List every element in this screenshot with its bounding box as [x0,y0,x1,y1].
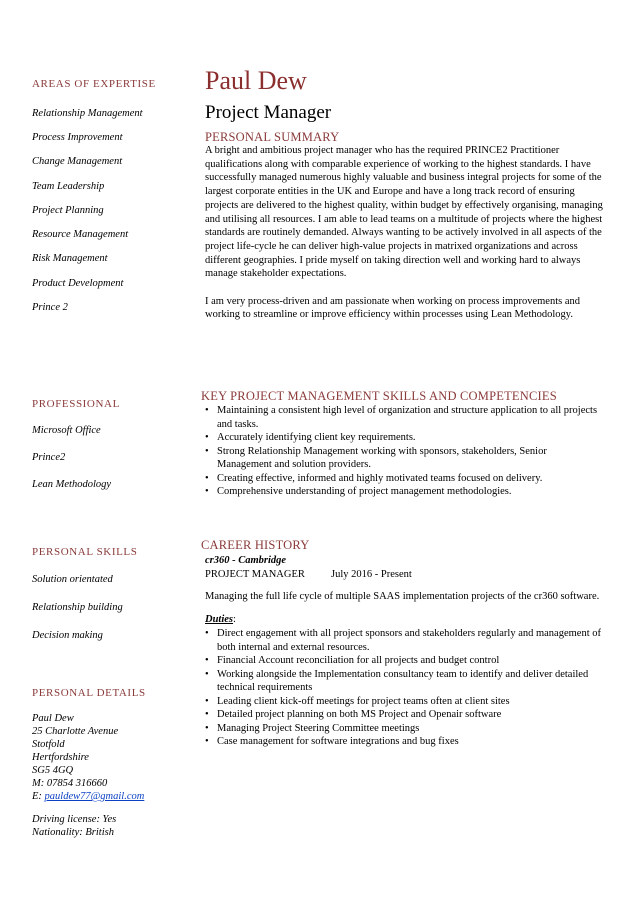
expertise-item: Team Leadership [32,181,105,192]
expertise-item: Resource Management [32,229,129,240]
personal-skills-heading: PERSONAL SKILLS [32,546,138,558]
role-row [205,568,603,582]
expertise-item: Risk Management [32,253,108,264]
summary-paragraph: I am very process-driven and am passionate when working on process improvements and working to streamline or improve efficiency within processes using Lean Methodology. [205,295,580,321]
duties-label-row [205,613,603,627]
duty-item: • Leading client kick-off meetings for project teams often at client sites [205,695,603,709]
details-name: Paul Dew [32,713,74,724]
professional-item: Prince2 [32,452,66,463]
professional-heading: PROFESSIONAL [32,398,120,410]
job-description: Managing the full life cycle of multiple SAAS implementation projects of the cr360 software. [205,590,600,602]
duty-item: • Case management for software integrations and bug fixes [205,735,603,749]
duty-item: • Working alongside the Implementation consultancy team to identify and deliver detailed technical requirements [205,668,603,695]
details-email-row [32,790,144,803]
details-driving-license: Driving license: Yes [32,814,117,825]
areas-of-expertise-heading: AREAS OF EXPERTISE [32,78,156,90]
personal-details-heading: PERSONAL DETAILS [32,687,146,699]
personal-skill-item: Decision making [32,630,103,641]
details-town: Stotfold [32,739,65,750]
professional-item: Microsoft Office [32,425,101,436]
duty-item: • Direct engagement with all project sponsors and stakeholders regularly and management of both internal and external resources. [205,627,603,654]
key-skill-item: • Accurately identifying client key requirements. [205,431,603,445]
career-entry [205,554,603,749]
key-skill-item: • Maintaining a consistent high level of organization and structure application to all projects and tasks. [205,404,603,431]
professional-item: Lean Methodology [32,479,112,490]
candidate-name: Paul Dew [205,66,307,95]
key-skills-heading: KEY PROJECT MANAGEMENT SKILLS AND COMPETENCIES [201,389,557,403]
career-history-heading: CAREER HISTORY [201,538,310,552]
personal-summary-heading: PERSONAL SUMMARY [205,130,340,144]
details-mobile: M: 07854 316660 [32,778,108,789]
summary-paragraph: A bright and ambitious project manager who has the required PRINCE2 Practitioner qualifications along with comparable experience of working to the highest standards. I have successfully managed numerous highly valuable and business integral projects for some of the largest corporate entities in the UK and Europe and have a long track record of ensuring projects are delivered to the highest quality, within budget by effectively organising, managing and utilising all resources. I am able to lead teams on a multitude of projects where the highest standards are routinely demanded. Always wanting to be actively involved in all aspects of the project life-cycle he can deliver high-value projects in matrixed organizations and across different geographies. I pride myself on taking direction well and working hard to always manage stakeholder expectations. [205,145,603,280]
candidate-title: Project Manager [205,102,332,123]
expertise-item: Process Improvement [32,132,123,143]
job-dates: July 2016 - Present [331,568,412,580]
duties-label: Duties [205,614,234,626]
key-skill-item: • Strong Relationship Management working with sponsors, stakeholders, Senior Management and solution providers. [205,445,603,472]
expertise-item: Project Planning [32,205,104,216]
details-county: Hertfordshire [32,752,89,763]
key-skill-item: • Creating effective, informed and highly motivated teams focused on delivery. [205,472,603,486]
duty-item: • Financial Account reconciliation for all projects and budget control [205,654,603,668]
expertise-item: Change Management [32,156,123,167]
email-link[interactable]: pauldew77@gmail.com [44,791,145,802]
personal-skill-item: Relationship building [32,602,123,613]
personal-skill-item: Solution orientated [32,574,113,585]
key-skill-item: • Comprehensive understanding of project management methodologies. [205,485,603,499]
key-skills-list [205,404,603,499]
duty-item: • Detailed project planning on both MS Project and Openair software [205,708,603,722]
duty-item: • Managing Project Steering Committee meetings [205,722,603,736]
job-title: PROJECT MANAGER [205,568,305,580]
duties-colon: : [233,614,236,626]
email-prefix: E: [32,791,42,802]
expertise-item: Prince 2 [32,302,68,313]
expertise-item: Product Development [32,278,124,289]
duties-list [205,627,603,749]
expertise-item: Relationship Management [32,108,143,119]
details-nationality: Nationality: British [32,827,114,838]
company-name: cr360 - Cambridge [205,555,287,566]
details-address-line: 25 Charlotte Avenue [32,726,119,737]
personal-summary-body [205,144,603,322]
details-postcode: SG5 4GQ [32,765,74,776]
